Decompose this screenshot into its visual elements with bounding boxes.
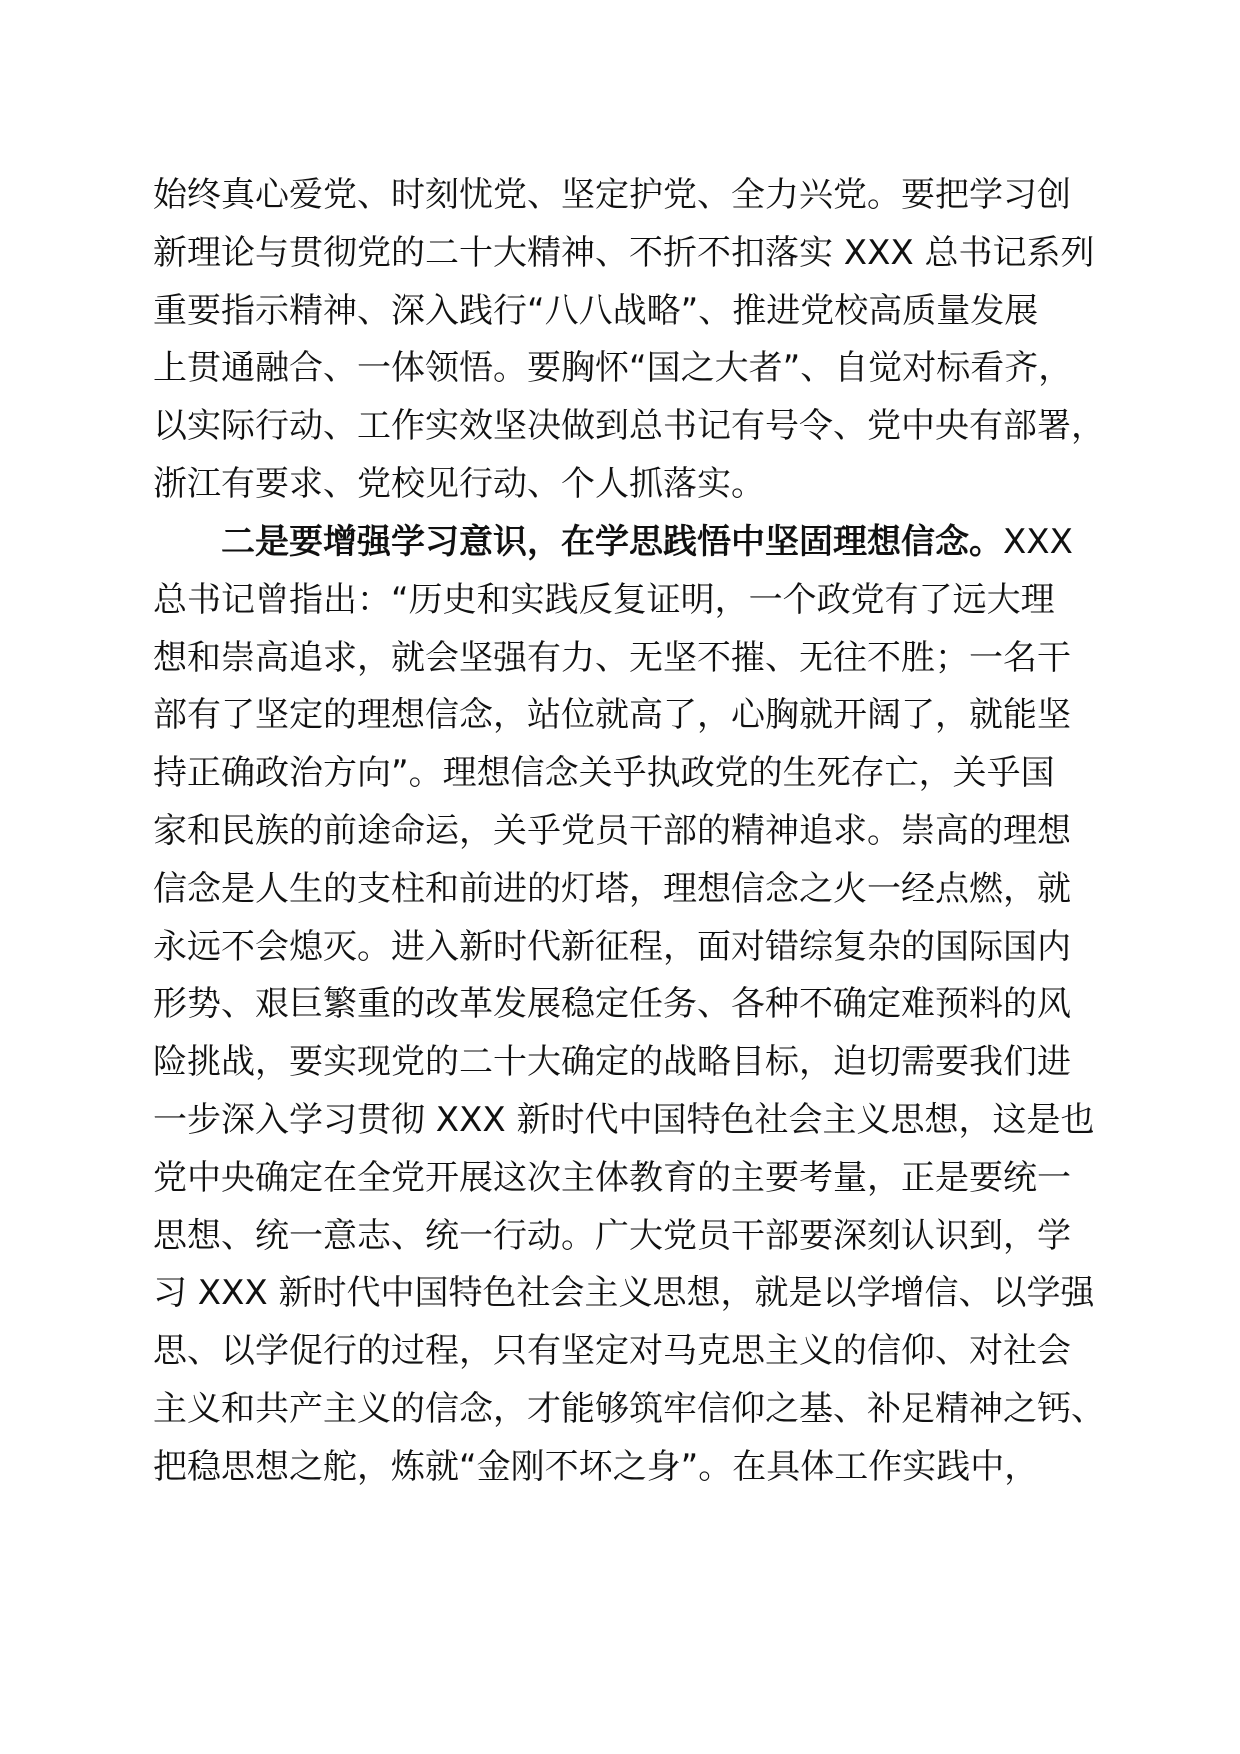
paragraph-line: 把稳思想之舵，炼就“金刚不坏之身”。在具体工作实践中， [153, 1446, 1039, 1487]
paragraph-line: 以实际行动、工作实效坚决做到总书记有号令、党中央有部署， [153, 406, 1105, 447]
paragraph-line: 主义和共产主义的信念，才能够筑牢信仰之基、补足精神之钙、 [153, 1388, 1105, 1429]
paragraph-line: 重要指示精神、深入践行“八八战略”、推进党校高质量发展 [153, 290, 1039, 331]
paragraph-line: 持正确政治方向”。理想信念关乎执政党的生死存亡，关乎国 [153, 753, 1055, 794]
paragraph-line: 险挑战，要实现党的二十大确定的战略目标，迫切需要我们进 [153, 1042, 1071, 1083]
paragraph-line: 习 XXX 新时代中国特色社会主义思想，就是以学增信、以学强 [153, 1273, 1095, 1314]
paragraph-line: 思想、统一意志、统一行动。广大党员干部要深刻认识到，学 [153, 1215, 1071, 1256]
paragraph-line: 总书记曾指出：“历史和实践反复证明，一个政党有了远大理 [153, 579, 1055, 620]
paragraph-line: 新理论与贯彻党的二十大精神、不折不扣落实 XXX 总书记系列 [153, 232, 1095, 273]
paragraph-2 [153, 514, 1105, 1497]
paragraph-line: 永远不会熄灭。进入新时代新征程，面对错综复杂的国际国内 [153, 926, 1071, 967]
paragraph-heading: 二是要增强学习意识，在学思践悟中坚固理想信念。 [221, 522, 1003, 562]
paragraph-line: 想和崇高追求，就会坚强有力、无坚不摧、无往不胜；一名干 [153, 637, 1071, 678]
paragraph-first-line [153, 514, 1083, 572]
paragraph-line: 信念是人生的支柱和前进的灯塔，理想信念之火一经点燃，就 [153, 868, 1071, 909]
paragraph-line: 家和民族的前途命运，关乎党员干部的精神追求。崇高的理想 [153, 810, 1071, 851]
paragraph-line: 上贯通融合、一体领悟。要胸怀“国之大者”、自觉对标看齐， [153, 348, 1073, 389]
paragraph-line: 思、以学促行的过程，只有坚定对马克思主义的信仰、对社会 [153, 1331, 1071, 1372]
paragraph-line: 一步深入学习贯彻 XXX 新时代中国特色社会主义思想，这是也 [153, 1099, 1095, 1140]
paragraph-line: 党中央确定在全党开展这次主体教育的主要考量，正是要统一 [153, 1157, 1071, 1198]
paragraph-line: 始终真心爱党、时刻忧党、坚定护党、全力兴党。要把学习创 [153, 175, 1071, 215]
paragraph-1 [153, 167, 1105, 514]
paragraph-line: 形势、艰巨繁重的改革发展稳定任务、各种不确定难预料的风 [153, 984, 1071, 1025]
paragraph-line: 浙江有要求、党校见行动、个人抓落实。 [153, 463, 765, 504]
paragraph-heading-tail: XXX [1003, 522, 1073, 562]
paragraph-line: 部有了坚定的理想信念，站位就高了，心胸就开阔了，就能坚 [153, 695, 1071, 736]
